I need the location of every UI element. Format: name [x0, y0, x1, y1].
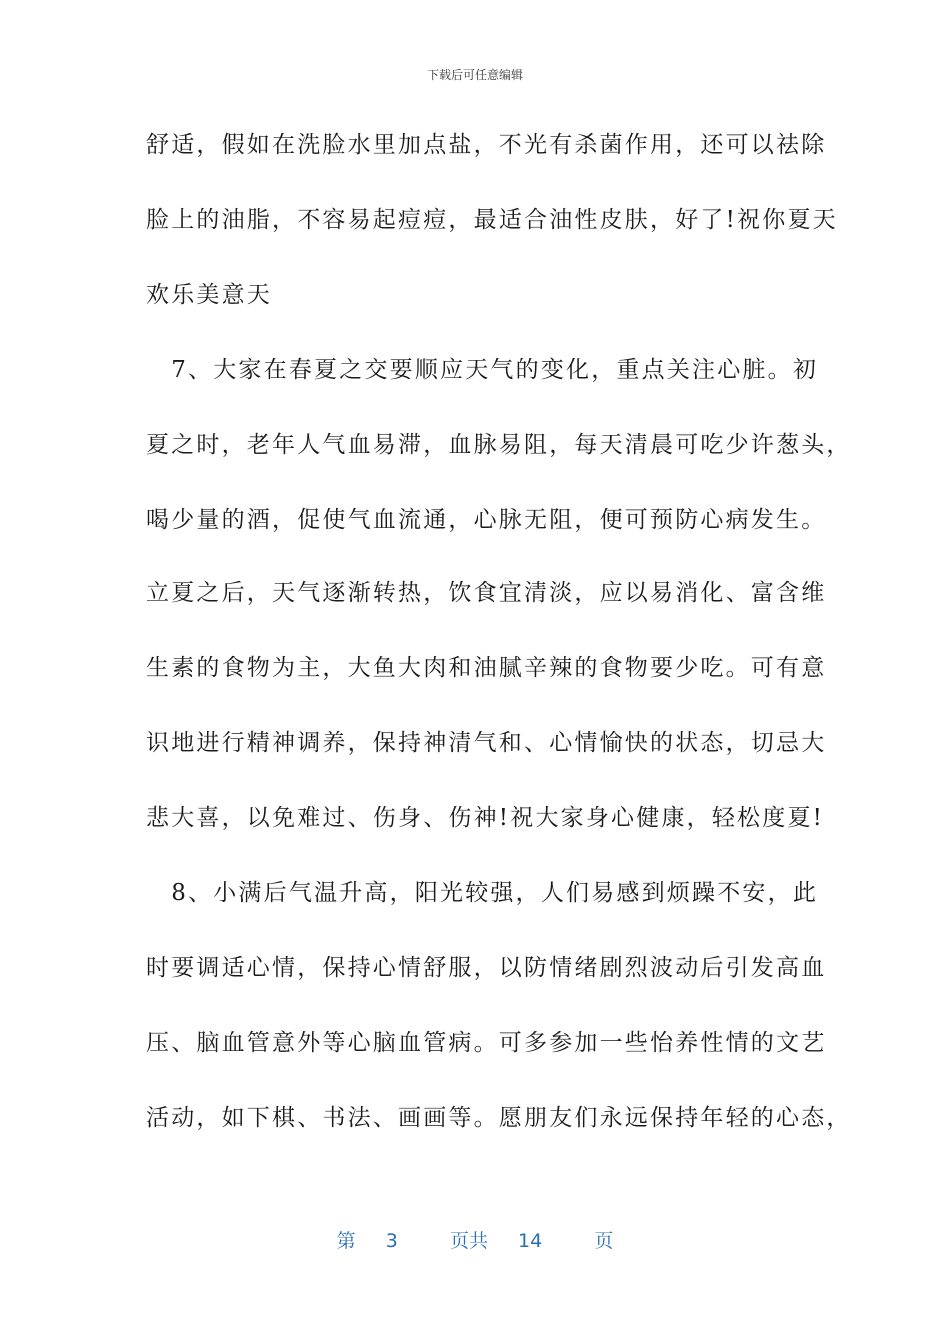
footer-prefix: 第 [336, 1230, 356, 1252]
text-line: 喝少量的酒，促使气血流通，心脉无阻，便可预防心病发生。 [146, 507, 827, 533]
text-line: 7、大家在春夏之交要顺应天气的变化，重点关注心脏。初 [146, 357, 819, 383]
text-line: 活动，如下棋、书法、画画等。愿朋友们永远保持年轻的心态， [146, 1105, 852, 1131]
text-line: 悲大喜，以免难过、伤身、伤神!祝大家身心健康，轻松度夏! [146, 805, 825, 831]
text-line: 8、小满后气温升高，阳光较强，人们易感到烦躁不安，此 [146, 880, 819, 906]
text-line: 压、脑血管意外等心脑血管病。可多参加一些怡养性情的文艺 [146, 1030, 827, 1056]
page-header: 下载后可任意编辑 [426, 68, 523, 82]
total-pages-number: 14 [518, 1230, 543, 1252]
text-line: 脸上的油脂，不容易起痘痘，最适合油性皮肤，好了!祝你夏天 [146, 207, 838, 233]
text-line: 欢乐美意天 [146, 282, 272, 308]
text-line: 时要调适心情，保持心情舒服，以防情绪剧烈波动后引发高血 [146, 955, 827, 981]
text-line: 夏之时，老年人气血易滞，血脉易阻，每天清晨可吃少许葱头， [146, 432, 852, 458]
text-line: 立夏之后，天气逐渐转热，饮食宜清淡，应以易消化、富含维 [146, 580, 827, 606]
text-line: 生素的食物为主，大鱼大肉和油腻辛辣的食物要少吃。可有意 [146, 655, 827, 681]
text-line: 识地进行精神调养，保持神清气和、心情愉快的状态，切忌大 [146, 730, 827, 756]
footer-suffix: 页 [594, 1230, 614, 1252]
footer-middle: 页共 [449, 1230, 488, 1252]
text-line: 舒适，假如在洗脸水里加点盐，不光有杀菌作用，还可以祛除 [146, 132, 827, 158]
current-page-number: 3 [385, 1230, 398, 1252]
page-footer [0, 1226, 950, 1253]
